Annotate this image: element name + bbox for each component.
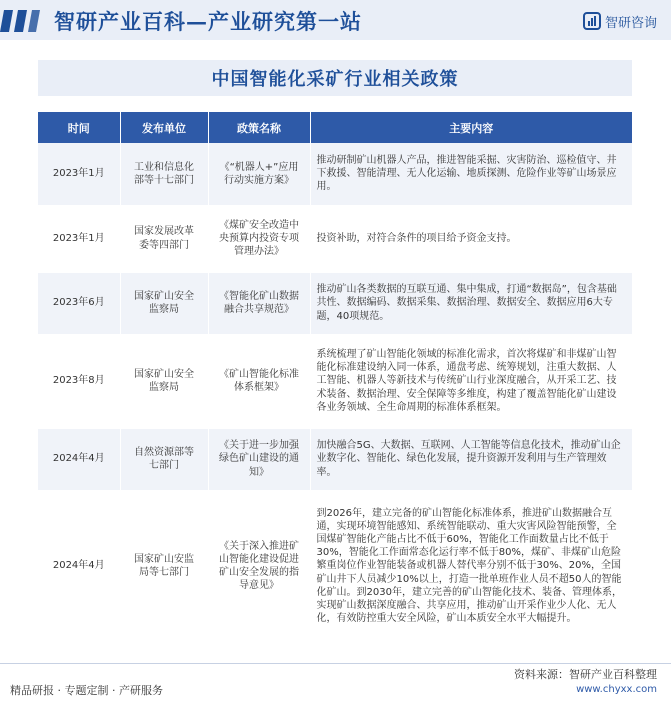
cell-unit: 国家矿山安监局等七部门 — [120, 490, 208, 642]
column-header-time: 时间 — [38, 112, 120, 143]
cell-time: 2023年1月 — [38, 205, 120, 272]
cell-unit: 工业和信息化部等十七部门 — [120, 143, 208, 205]
brand-name: 智研咨询 — [604, 15, 657, 31]
cell-content: 投资补助，对符合条件的项目给予资金支持。 — [310, 205, 632, 272]
cell-time: 2024年4月 — [38, 490, 120, 642]
table-row — [38, 490, 632, 642]
cell-policy-name: 《“机器人+”应用行动实施方案》 — [208, 143, 310, 205]
cell-unit: 国家发展改革委等四部门 — [120, 205, 208, 272]
site-header — [0, 0, 671, 40]
cell-policy-name: 《矿山智能化标准体系框架》 — [208, 334, 310, 428]
cell-content: 到2026年，建立完备的矿山智能化标准体系，推进矿山数据融合互通，实现环境智能感知、系统智能联动、重大灾害风险智能预警，全国煤矿智能化产能占比不低于60%，智能化工作面数量占比不低于30%，智能化工作面常态化运行率不低于80%，煤矿、非煤矿山危险繁重岗位作业智能装备或机器人替代率分别不低于30%、20%，全国矿山井下人员减少10%以上，打造一批单班作业人员不超50人的智能化矿山。到2030年，建立完善的矿山智能化技术、装备、管理体系，实现矿山数据深度融合、共享应用，推动矿山开采作业少人化、无人化，有效防控重大安全风险，矿山本质安全水平大幅提升。 — [310, 490, 632, 642]
footer-divider — [0, 663, 671, 664]
brand[interactable] — [583, 12, 657, 30]
cell-policy-name: 《关于进一步加强绿色矿山建设的通知》 — [208, 428, 310, 490]
cell-content: 加快融合5G、大数据、互联网、人工智能等信息化技术，推动矿山企业数字化、智能化、绿色化发展，提升资源开发利用与生产管理效率。 — [310, 428, 632, 490]
website-link[interactable]: www.chyxx.com — [576, 684, 657, 695]
cell-content: 推动研制矿山机器人产品，推进智能采掘、灾害防治、巡检值守、井下救援、智能清理、无人化运输、地质探测、危险作业等矿山场景应用。 — [310, 143, 632, 205]
column-header-unit: 发布单位 — [120, 112, 208, 143]
table-title-bar — [38, 60, 632, 96]
table-row — [38, 272, 632, 334]
table-header-row — [38, 112, 632, 143]
stripes-logo-icon — [0, 10, 40, 32]
cell-unit: 自然资源部等七部门 — [120, 428, 208, 490]
cell-policy-name: 《关于深入推进矿山智能化建设促进矿山安全发展的指导意见》 — [208, 490, 310, 642]
cell-content: 推动矿山各类数据的互联互通、集中集成，打通“数据岛”，包含基础共性、数据编码、数据采集、数据治理、数据安全、数据应用6大专题，40项规范。 — [310, 272, 632, 334]
table-row — [38, 334, 632, 428]
table-row — [38, 428, 632, 490]
table-row — [38, 143, 632, 205]
cell-policy-name: 《智能化矿山数据融合共享规范》 — [208, 272, 310, 334]
cell-time: 2023年8月 — [38, 334, 120, 428]
cell-time: 2023年6月 — [38, 272, 120, 334]
data-source: 资料来源：智研产业百科整理 — [514, 668, 657, 681]
column-header-name: 政策名称 — [208, 112, 310, 143]
cell-time: 2024年4月 — [38, 428, 120, 490]
cell-policy-name: 《煤矿安全改造中央预算内投资专项管理办法》 — [208, 205, 310, 272]
cell-content: 系统梳理了矿山智能化领域的标准化需求，首次将煤矿和非煤矿山智能化标准建设纳入同一体系，通盘考虑、统筹规划，注重大数据、人工智能、机器人等新技术与传统矿山行业深度融合，从开采工艺、技术装备、数据治理、安全保障等多维度，构建了覆盖智能化矿山建设各业务领域、全生命周期的标准体系框架。 — [310, 334, 632, 428]
column-header-content: 主要内容 — [310, 112, 632, 143]
service-tagline: 精品研报 · 专题定制 · 产研服务 — [10, 684, 163, 697]
brand-logo-icon — [583, 12, 601, 30]
table-title: 中国智能化采矿行业相关政策 — [211, 69, 459, 90]
cell-time: 2023年1月 — [38, 143, 120, 205]
cell-unit: 国家矿山安全监察局 — [120, 334, 208, 428]
cell-unit: 国家矿山安全监察局 — [120, 272, 208, 334]
site-title: 智研产业百科—产业研究第一站 — [54, 9, 362, 34]
table-row — [38, 205, 632, 272]
policy-table — [38, 112, 632, 643]
